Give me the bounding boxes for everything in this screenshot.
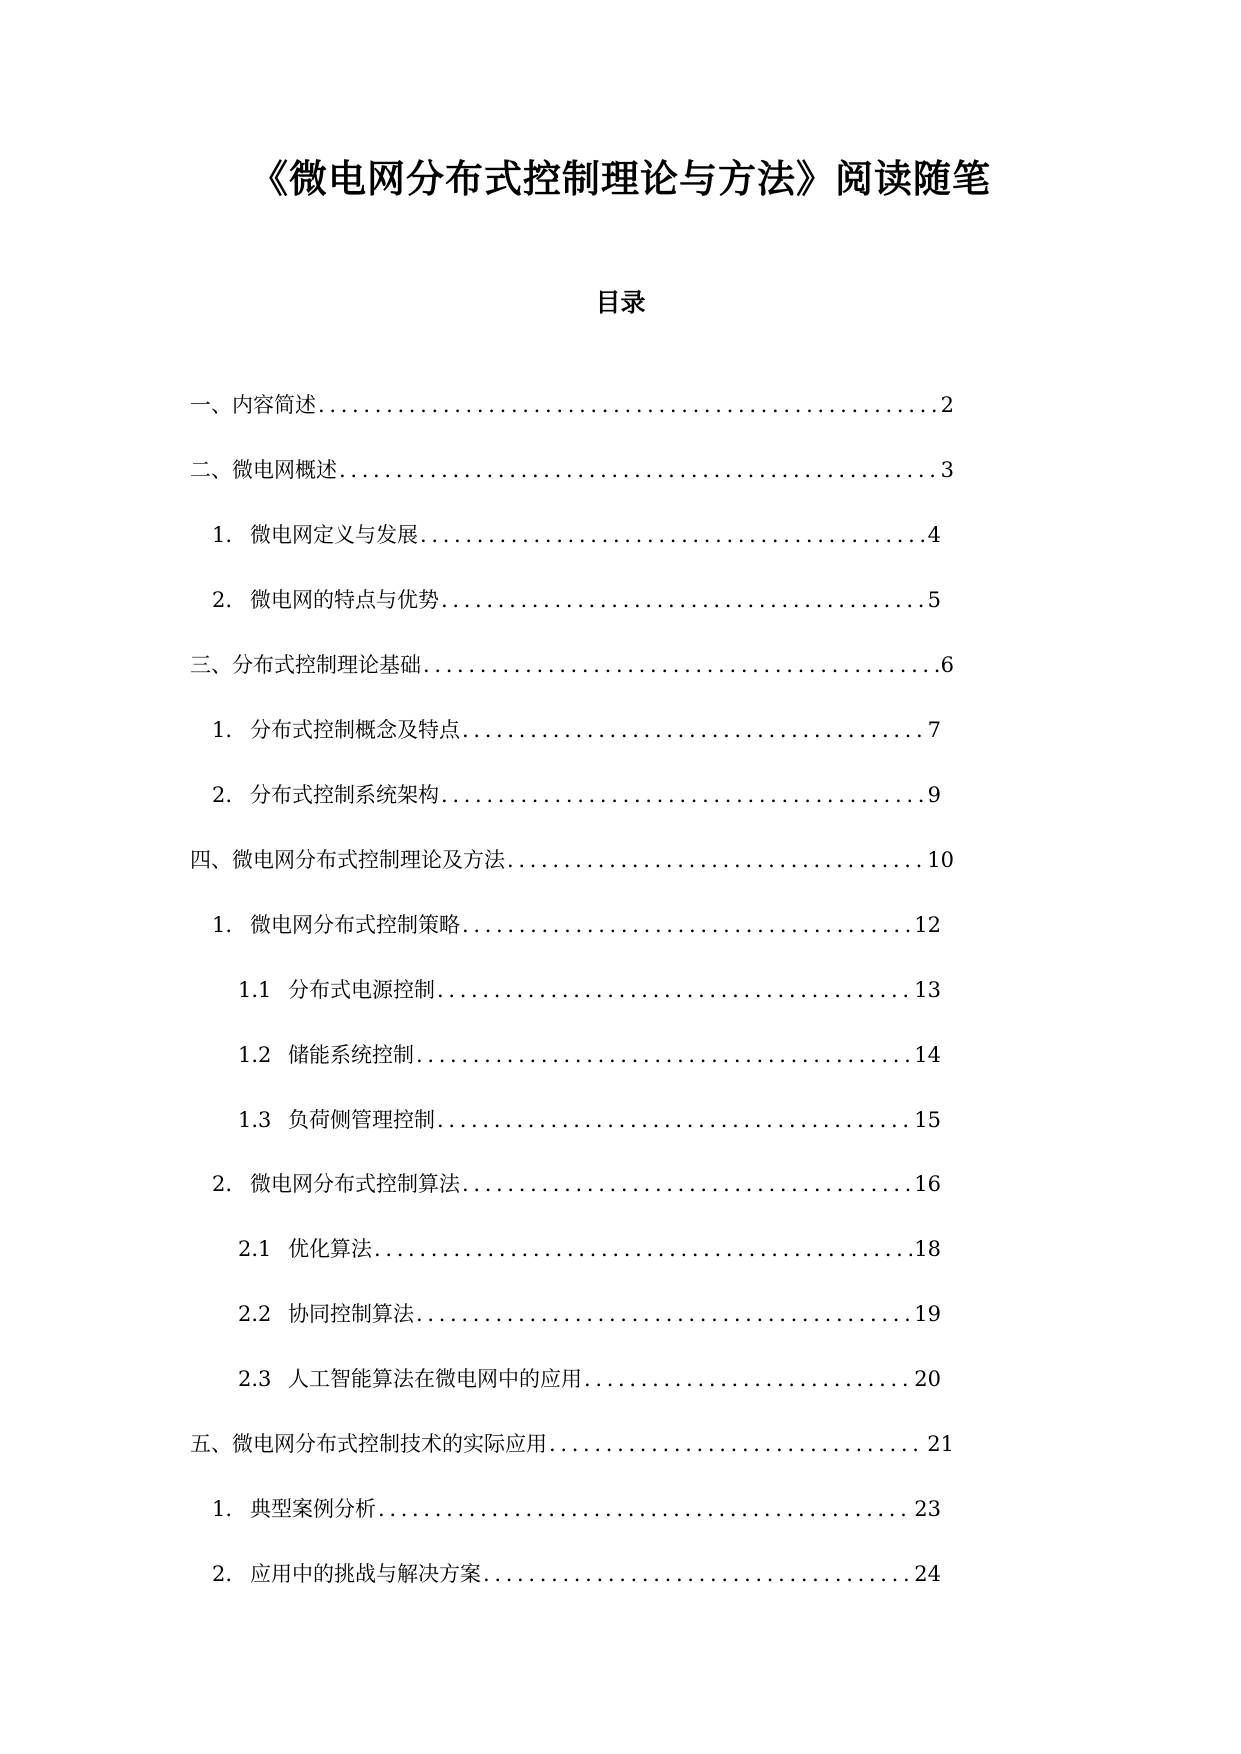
toc-entry-label: 人工智能算法在微电网中的应用 bbox=[288, 1367, 582, 1391]
toc-entry-label: 分布式控制系统架构 bbox=[250, 783, 439, 807]
toc-entry-label: 四、微电网分布式控制理论及方法 bbox=[190, 848, 505, 872]
toc-dot-leader bbox=[441, 585, 926, 615]
toc-dot-leader bbox=[483, 1559, 912, 1589]
toc-page-number: 24 bbox=[914, 1562, 941, 1586]
toc-page-number: 5 bbox=[927, 588, 941, 612]
toc-page-number: 9 bbox=[927, 783, 941, 807]
toc-page-number: 13 bbox=[914, 978, 941, 1002]
toc-entry[interactable] bbox=[190, 845, 954, 875]
toc-entry-label: 五、微电网分布式控制技术的实际应用 bbox=[190, 1432, 547, 1456]
toc-page-number: 4 bbox=[927, 523, 941, 547]
toc-entry[interactable] bbox=[190, 650, 954, 680]
toc-page-number: 19 bbox=[914, 1302, 941, 1326]
toc-entry-label: 一、内容简述 bbox=[190, 393, 316, 417]
toc-dot-leader bbox=[423, 650, 939, 680]
toc-entry-number: 2.1 bbox=[238, 1237, 272, 1261]
toc-dot-leader bbox=[584, 1364, 912, 1394]
toc-entry-label: 协同控制算法 bbox=[288, 1302, 414, 1326]
toc-heading: 目录 bbox=[595, 288, 646, 317]
toc-entry[interactable] bbox=[238, 1040, 941, 1070]
toc-page-number: 6 bbox=[940, 653, 954, 677]
toc-entry[interactable] bbox=[212, 520, 941, 550]
toc-page-number: 2 bbox=[940, 393, 954, 417]
toc-entry-number: 2. bbox=[212, 1562, 233, 1586]
toc-entry[interactable] bbox=[212, 780, 941, 810]
toc-entry-label: 负荷侧管理控制 bbox=[288, 1108, 435, 1132]
toc-page-number: 12 bbox=[914, 913, 941, 937]
toc-page-number: 7 bbox=[927, 718, 941, 742]
toc-page-number: 10 bbox=[927, 848, 954, 872]
toc-entry-number: 2.2 bbox=[238, 1302, 272, 1326]
toc-dot-leader bbox=[378, 1494, 912, 1524]
toc-entry-number: 2. bbox=[212, 783, 233, 807]
toc-entry-number: 1. bbox=[212, 718, 233, 742]
toc-entry-label: 微电网分布式控制算法 bbox=[250, 1172, 460, 1196]
toc-page-number: 16 bbox=[914, 1172, 941, 1196]
toc-page-number: 18 bbox=[914, 1237, 941, 1261]
toc-entry-label: 微电网的特点与优势 bbox=[250, 588, 439, 612]
toc-dot-leader bbox=[462, 715, 926, 745]
toc-entry-label: 微电网定义与发展 bbox=[250, 523, 418, 547]
toc-entry-number: 2.3 bbox=[238, 1367, 272, 1391]
toc-entry[interactable] bbox=[238, 975, 941, 1005]
toc-page-number: 21 bbox=[927, 1432, 954, 1456]
toc-entry[interactable] bbox=[238, 1364, 941, 1394]
toc-entry[interactable] bbox=[190, 390, 954, 420]
toc-page-number: 3 bbox=[940, 458, 954, 482]
toc-entry[interactable] bbox=[238, 1299, 941, 1329]
toc-dot-leader bbox=[549, 1429, 925, 1459]
toc-entry[interactable] bbox=[238, 1105, 941, 1135]
toc-entry[interactable] bbox=[212, 585, 941, 615]
toc-page-number: 15 bbox=[914, 1108, 941, 1132]
toc-entry-label: 微电网分布式控制策略 bbox=[250, 913, 460, 937]
toc-dot-leader bbox=[462, 910, 912, 940]
toc-entry-label: 储能系统控制 bbox=[288, 1043, 414, 1067]
toc-dot-leader bbox=[441, 780, 926, 810]
toc-entry[interactable] bbox=[212, 715, 941, 745]
toc-entry-label: 优化算法 bbox=[288, 1237, 372, 1261]
toc-entry[interactable] bbox=[212, 1169, 941, 1199]
toc-entry-number: 1. bbox=[212, 523, 233, 547]
toc-dot-leader bbox=[507, 845, 925, 875]
toc-entry-label: 三、分布式控制理论基础 bbox=[190, 653, 421, 677]
toc-dot-leader bbox=[420, 520, 926, 550]
toc-entry-label: 典型案例分析 bbox=[250, 1497, 376, 1521]
toc-entry-number: 1.1 bbox=[238, 978, 272, 1002]
toc-entry[interactable] bbox=[238, 1234, 941, 1264]
toc-entry-number: 1. bbox=[212, 913, 233, 937]
toc-entry-number: 2. bbox=[212, 588, 233, 612]
toc-page-number: 20 bbox=[914, 1367, 941, 1391]
toc-dot-leader bbox=[416, 1299, 912, 1329]
toc-entry[interactable] bbox=[212, 1494, 941, 1524]
toc-dot-leader bbox=[374, 1234, 912, 1264]
toc-page-number: 23 bbox=[914, 1497, 941, 1521]
toc-dot-leader bbox=[416, 1040, 912, 1070]
toc-entry-number: 1.3 bbox=[238, 1108, 272, 1132]
toc-entry-label: 分布式电源控制 bbox=[288, 978, 435, 1002]
toc-entry[interactable] bbox=[212, 910, 941, 940]
toc-entry[interactable] bbox=[212, 1559, 941, 1589]
toc-dot-leader bbox=[318, 390, 939, 420]
toc-page-number: 14 bbox=[914, 1043, 941, 1067]
toc-entry-number: 1.2 bbox=[238, 1043, 272, 1067]
toc-dot-leader bbox=[437, 1105, 912, 1135]
toc-entry-label: 分布式控制概念及特点 bbox=[250, 718, 460, 742]
toc-entry[interactable] bbox=[190, 455, 954, 485]
toc-dot-leader bbox=[339, 455, 939, 485]
toc-entry[interactable] bbox=[190, 1429, 954, 1459]
toc-entry-number: 1. bbox=[212, 1497, 233, 1521]
toc-entry-number: 2. bbox=[212, 1172, 233, 1196]
document-title: 《微电网分布式控制理论与方法》阅读随笔 bbox=[249, 157, 991, 201]
toc-entry-label: 应用中的挑战与解决方案 bbox=[250, 1562, 481, 1586]
toc-dot-leader bbox=[437, 975, 912, 1005]
toc-entry-label: 二、微电网概述 bbox=[190, 458, 337, 482]
toc-dot-leader bbox=[462, 1169, 912, 1199]
